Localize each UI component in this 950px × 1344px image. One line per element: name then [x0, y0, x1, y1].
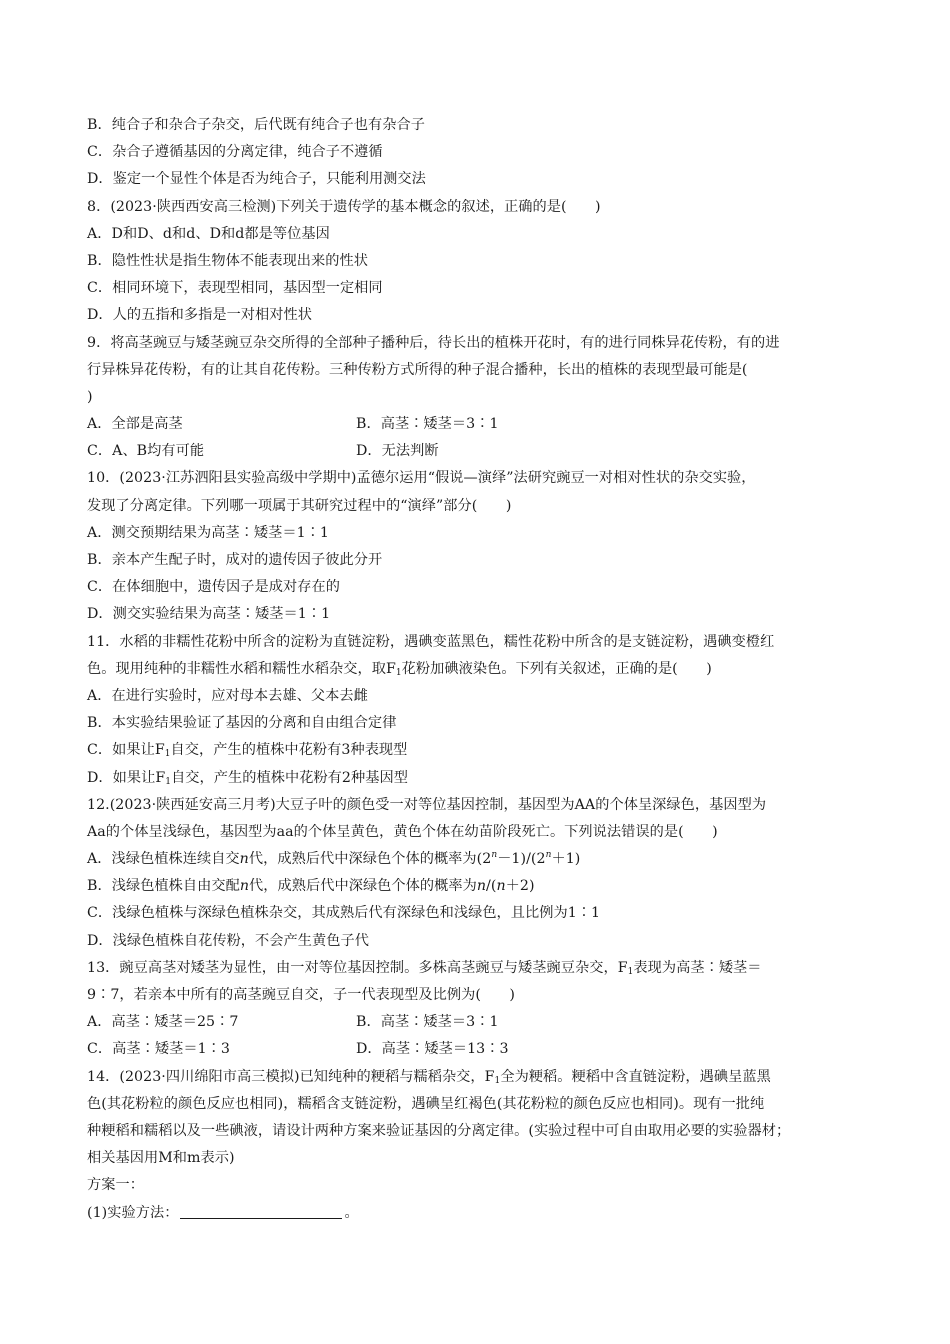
q14-stem-line1 — [87, 1064, 877, 1091]
q8-option-b: B．隐性性状是指生物体不能表现出来的性状 — [87, 252, 368, 269]
q11-stem-text-a: 色。现用纯种的非糯性水稻和糯性水稻杂交，取F — [87, 660, 396, 677]
q14-method-line — [87, 1200, 877, 1227]
q10-stem-line1: 10．(2023·江苏泗阳县实验高级中学期中)孟德尔运用“假说—演绎”法研究豌豆一对相对性状的杂交实验， — [87, 470, 756, 487]
q9-stem-line3: ) — [87, 388, 93, 405]
q13-option-b: B．高茎∶矮茎＝3∶1 — [356, 1014, 499, 1031]
q12-a-text4: ＋1) — [551, 851, 581, 868]
q12-a-var-n: n — [239, 851, 249, 868]
answer-blank[interactable] — [180, 1204, 342, 1219]
q13-option-a: A．高茎∶矮茎＝25∶7 — [87, 1014, 239, 1031]
q11-option-c — [87, 737, 877, 764]
q12-option-d: D．浅绿色植株自花传粉，不会产生黄色子代 — [87, 932, 369, 949]
q10-option-b: B．亲本产生配子时，成对的遗传因子彼此分开 — [87, 552, 383, 568]
q12-b-text2: 代，成熟后代中深绿色个体的概率为 — [249, 878, 477, 895]
q9-options-row1 — [87, 411, 877, 438]
q13-option-c: C．高茎∶矮茎＝1∶3 — [87, 1041, 230, 1058]
q10-option-d: D．测交实验结果为高茎∶矮茎＝1∶1 — [87, 606, 331, 623]
q12-option-b — [87, 873, 877, 900]
q9-stem-line2: 行异株异花传粉，有的让其自花传粉。三种传粉方式所得的种子混合播种，长出的植株的表现型最可能是( — [87, 361, 748, 378]
q10-option-a: A．测交预期结果为高茎∶矮茎＝1∶1 — [87, 524, 330, 541]
document-body — [87, 112, 877, 1227]
q11-option-b: B．本实验结果验证了基因的分离和自由组合定律 — [87, 715, 397, 732]
q11-option-d-subscript: 1 — [165, 776, 172, 787]
q9-option-a: A．全部是高茎 — [87, 416, 183, 433]
q10-option-c: C．在体细胞中，遗传因子是成对存在的 — [87, 579, 340, 596]
q12-option-a — [87, 846, 877, 873]
q13-option-d: D．高茎∶矮茎＝13∶3 — [356, 1041, 509, 1058]
q13-stem-line1 — [87, 955, 877, 982]
q8-stem: 8．(2023·陕西西安高三检测)下列关于遗传学的基本概念的叙述，正确的是( ) — [87, 198, 601, 215]
q8-option-a: A．D和D、d和d、D和d都是等位基因 — [87, 225, 330, 242]
q14-stem-line4: 相关基因用M和m表示) — [87, 1150, 235, 1167]
q13-stem-line2: 9∶7，若亲本中所有的高茎豌豆自交，子一代表现型及比例为( ) — [87, 987, 515, 1003]
q7-option-d: D．鉴定一个显性个体是否为纯合子，只能利用测交法 — [87, 171, 426, 188]
q14-stem-line2: 色(其花粉粒的颜色反应也相同)，糯稻含支链淀粉，遇碘呈红褐色(其花粉粒的颜色反应也相同)。现有一批纯 — [87, 1095, 765, 1112]
q12-a-text1: A．浅绿色植株连续自交 — [87, 851, 240, 868]
q12-b-var-n1: n — [239, 878, 250, 895]
q11-stem-text-b: 花粉加碘液染色。下列有关叙述，正确的是( ) — [401, 660, 712, 677]
q11-option-d-text-b: 自交，产生的植株中花粉有2种基因型 — [171, 769, 408, 786]
q8-option-c: C．相同环境下，表现型相同，基因型一定相同 — [87, 280, 383, 297]
q12-a-exp-n1: n — [491, 850, 498, 861]
q12-stem-line1: 12.(2023·陕西延安高三月考)大豆子叶的颜色受一对等位基因控制，基因型为AA的个体呈深绿色，基因型为 — [87, 796, 767, 813]
q12-b-var-n2: n — [476, 878, 487, 895]
q11-option-d-text-a: D．如果让F — [87, 769, 166, 786]
q14-stem-line3: 种粳稻和糯稻以及一些碘液，请设计两种方案来验证基因的分离定律。(实验过程中可自由取用必要的实验器材； — [87, 1122, 791, 1139]
q11-subscript: 1 — [395, 667, 402, 678]
q9-option-b: B．高茎∶矮茎＝3∶1 — [356, 416, 499, 433]
q11-stem-line2 — [87, 656, 877, 683]
q9-stem-line1: 9．将高茎豌豆与矮茎豌豆杂交所得的全部种子播种后，待长出的植株开花时，有的进行同株异花传粉，有的进 — [87, 334, 780, 351]
q7-option-b: B．纯合子和杂合子杂交，后代既有纯合子也有杂合子 — [87, 117, 425, 133]
q11-option-c-text-b: 自交，产生的植株中花粉有3种表现型 — [170, 742, 408, 759]
q14-method-label: (1)实验方法： — [87, 1204, 179, 1221]
q11-option-a: A．在进行实验时，应对母本去雄、父本去雌 — [87, 687, 368, 704]
q13-stem-text-b: 表现为高茎∶矮茎＝ — [633, 959, 762, 976]
q14-subscript: 1 — [494, 1075, 501, 1086]
q12-a-text2: 代，成熟后代中深绿色个体的概率为(2 — [248, 851, 492, 868]
q12-a-text3: －1)/(2 — [497, 851, 546, 868]
q11-option-c-subscript: 1 — [164, 749, 171, 760]
q10-stem-line2: 发现了分离定律。下列哪一项属于其研究过程中的“演绎”部分( ) — [87, 497, 512, 514]
q9-options-row2 — [87, 438, 877, 465]
q9-option-c: C．A、B均有可能 — [87, 443, 205, 460]
q14-plan-heading: 方案一： — [87, 1177, 144, 1194]
q12-b-var-n3: n — [496, 878, 506, 895]
q14-stem-text-a: 14．(2023·四川绵阳市高三模拟)已知纯种的粳稻与糯稻杂交，F — [87, 1068, 495, 1085]
q11-option-d — [87, 765, 877, 792]
q12-a-exp-n2: n — [545, 850, 552, 861]
q13-options-row2 — [87, 1036, 877, 1063]
q13-subscript: 1 — [627, 966, 634, 977]
q14-stem-text-b: 全为粳稻。粳稻中含直链淀粉，遇碘呈蓝黑 — [500, 1068, 771, 1085]
q9-option-d: D．无法判断 — [356, 443, 439, 460]
q12-b-text4: ＋2) — [505, 878, 535, 895]
q13-options-row1 — [87, 1009, 877, 1036]
q13-stem-text-a: 13．豌豆高茎对矮茎为显性，由一对等位基因控制。多株高茎豌豆与矮茎豌豆杂交，F — [87, 959, 628, 976]
q12-b-text3: /( — [486, 878, 497, 895]
q7-option-c: C．杂合子遵循基因的分离定律，纯合子不遵循 — [87, 144, 383, 161]
q12-b-text1: B．浅绿色植株自由交配 — [87, 878, 240, 895]
q11-stem-line1: 11．水稻的非糯性花粉中所含的淀粉为直链淀粉，遇碘变蓝黑色，糯性花粉中所含的是支链淀粉，遇碘变橙红 — [87, 633, 775, 650]
q12-stem-line2: Aa的个体呈浅绿色，基因型为aa的个体呈黄色，黄色个体在幼苗阶段死亡。下列说法错误的是( ) — [87, 823, 718, 840]
q11-option-c-text-a: C．如果让F — [87, 742, 165, 759]
q12-option-c: C．浅绿色植株与深绿色植株杂交，其成熟后代有深绿色和浅绿色，且比例为1∶1 — [87, 905, 601, 922]
q14-method-end: 。 — [344, 1204, 359, 1221]
q8-option-d: D．人的五指和多指是一对相对性状 — [87, 307, 312, 324]
